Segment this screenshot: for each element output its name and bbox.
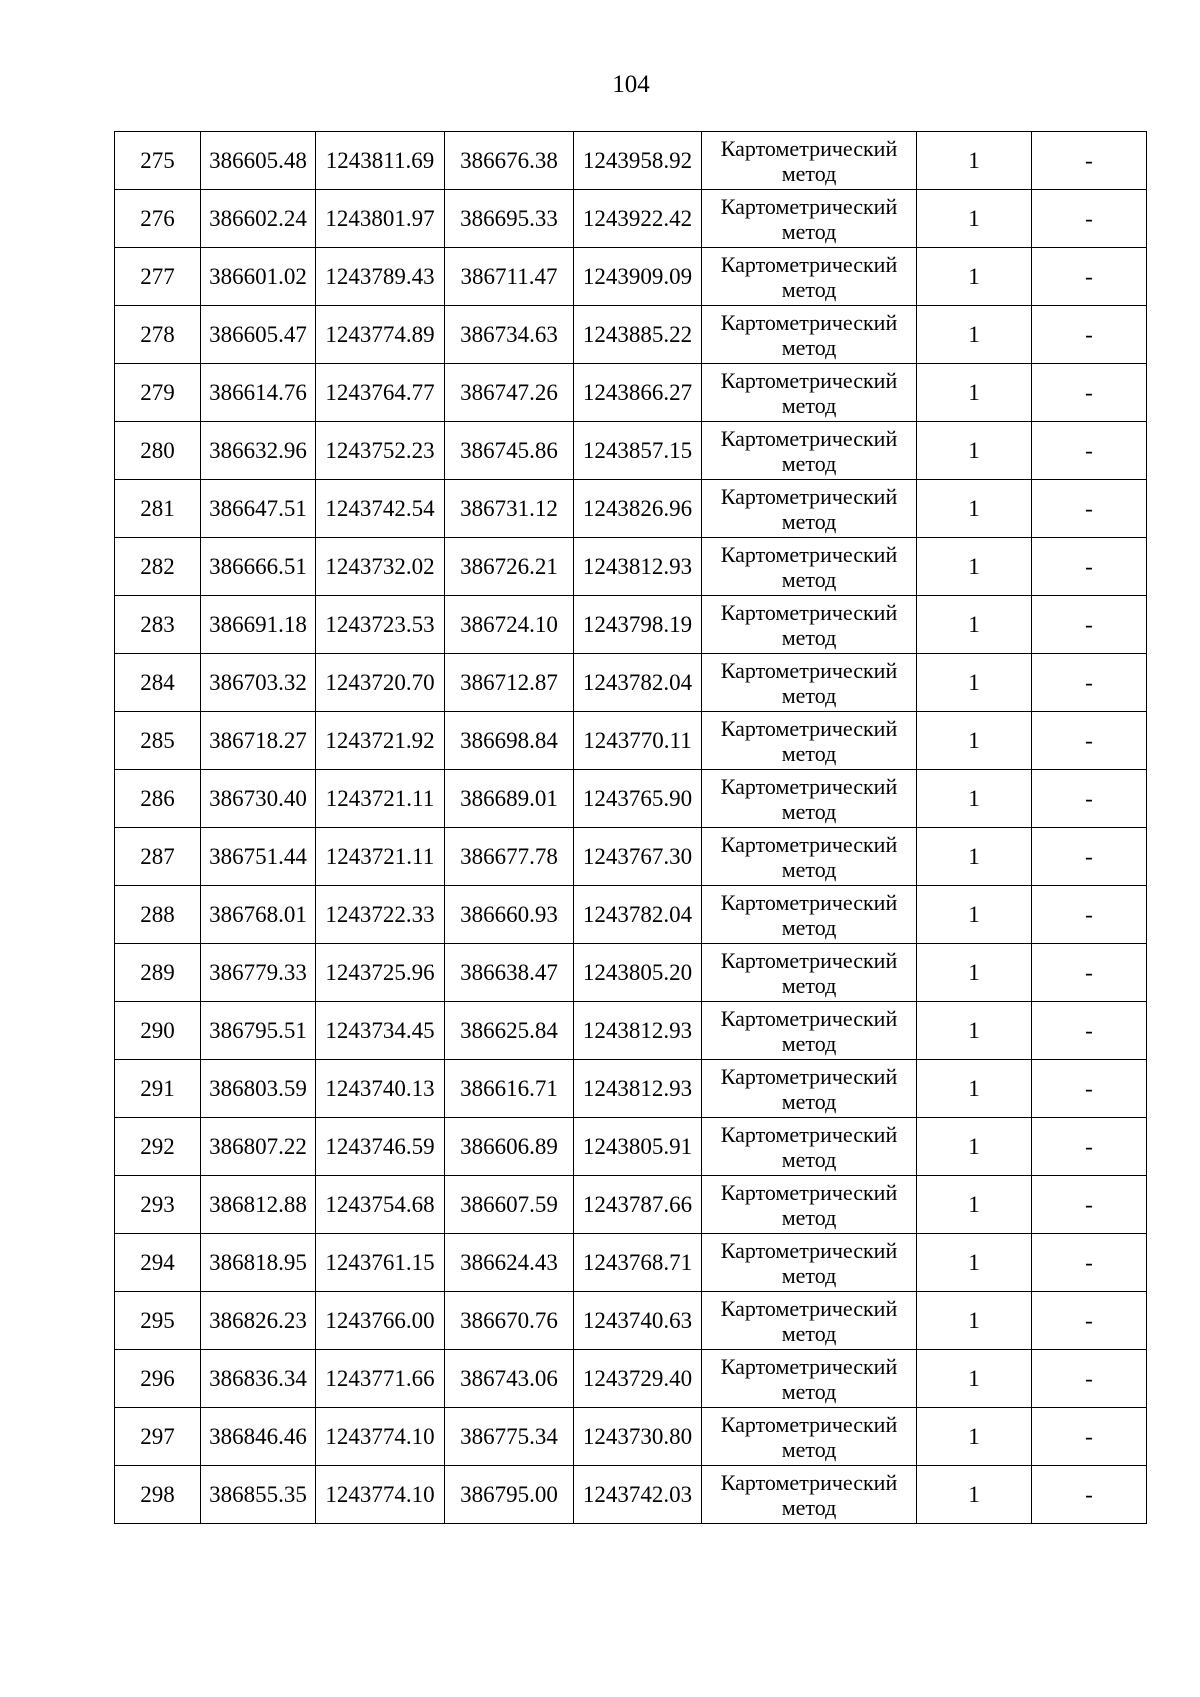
note-cell: - [1032, 1118, 1147, 1176]
note-cell: - [1032, 1408, 1147, 1466]
method-cell [702, 770, 917, 828]
method-line-2: метод [781, 1262, 837, 1288]
y2-cell: 1243730.80 [574, 1408, 702, 1466]
note-cell: - [1032, 306, 1147, 364]
x1-cell: 386602.24 [201, 190, 316, 248]
method-cell [702, 596, 917, 654]
table-row [115, 712, 1147, 770]
x2-cell: 386712.87 [445, 654, 574, 712]
value-cell: 1 [917, 770, 1032, 828]
method-line-2: метод [781, 624, 837, 650]
point-number-cell: 281 [115, 480, 201, 538]
value-cell: 1 [917, 364, 1032, 422]
point-number-cell: 284 [115, 654, 201, 712]
point-number-cell: 296 [115, 1350, 201, 1408]
y1-cell: 1243789.43 [316, 248, 445, 306]
value-cell: 1 [917, 1350, 1032, 1408]
y2-cell: 1243782.04 [574, 886, 702, 944]
x2-cell: 386677.78 [445, 828, 574, 886]
x2-cell: 386745.86 [445, 422, 574, 480]
method-cell [702, 422, 917, 480]
note-cell: - [1032, 538, 1147, 596]
y2-cell: 1243805.91 [574, 1118, 702, 1176]
x1-cell: 386666.51 [201, 538, 316, 596]
page-number: 104 [612, 71, 650, 98]
point-number-cell: 276 [115, 190, 201, 248]
x1-cell: 386730.40 [201, 770, 316, 828]
method-line-1: Картометрический [720, 1121, 898, 1147]
method-line-1: Картометрический [720, 1063, 898, 1089]
y1-cell: 1243764.77 [316, 364, 445, 422]
method-cell [702, 538, 917, 596]
value-cell: 1 [917, 1176, 1032, 1234]
y1-cell: 1243732.02 [316, 538, 445, 596]
x1-cell: 386718.27 [201, 712, 316, 770]
table-row [115, 654, 1147, 712]
method-cell [702, 1002, 917, 1060]
method-line-2: метод [781, 566, 837, 592]
method-line-1: Картометрический [720, 1237, 898, 1263]
table-row [115, 306, 1147, 364]
point-number-cell: 285 [115, 712, 201, 770]
table-row [115, 770, 1147, 828]
method-cell [702, 1060, 917, 1118]
point-number-cell: 290 [115, 1002, 201, 1060]
point-number-cell: 286 [115, 770, 201, 828]
point-number-cell: 283 [115, 596, 201, 654]
note-cell: - [1032, 248, 1147, 306]
x2-cell: 386670.76 [445, 1292, 574, 1350]
y1-cell: 1243742.54 [316, 480, 445, 538]
value-cell: 1 [917, 1060, 1032, 1118]
point-number-cell: 292 [115, 1118, 201, 1176]
x1-cell: 386647.51 [201, 480, 316, 538]
method-line-2: метод [781, 1494, 837, 1520]
coordinates-table [114, 131, 1147, 1524]
point-number-cell: 291 [115, 1060, 201, 1118]
method-line-2: метод [781, 508, 837, 534]
table-row [115, 1350, 1147, 1408]
method-cell [702, 306, 917, 364]
x1-cell: 386803.59 [201, 1060, 316, 1118]
method-line-1: Картометрический [720, 889, 898, 915]
method-cell [702, 132, 917, 190]
value-cell: 1 [917, 712, 1032, 770]
table-row [115, 480, 1147, 538]
value-cell: 1 [917, 828, 1032, 886]
note-cell: - [1032, 1466, 1147, 1524]
method-cell [702, 1292, 917, 1350]
note-cell: - [1032, 132, 1147, 190]
x1-cell: 386836.34 [201, 1350, 316, 1408]
y1-cell: 1243766.00 [316, 1292, 445, 1350]
x2-cell: 386676.38 [445, 132, 574, 190]
x1-cell: 386605.48 [201, 132, 316, 190]
y2-cell: 1243857.15 [574, 422, 702, 480]
x2-cell: 386689.01 [445, 770, 574, 828]
table-row [115, 886, 1147, 944]
x1-cell: 386855.35 [201, 1466, 316, 1524]
method-cell [702, 1234, 917, 1292]
method-line-1: Картометрический [720, 251, 898, 277]
value-cell: 1 [917, 190, 1032, 248]
x2-cell: 386734.63 [445, 306, 574, 364]
table-row [115, 364, 1147, 422]
method-cell [702, 886, 917, 944]
table-row [115, 1176, 1147, 1234]
y1-cell: 1243754.68 [316, 1176, 445, 1234]
method-cell [702, 480, 917, 538]
x2-cell: 386711.47 [445, 248, 574, 306]
note-cell: - [1032, 1234, 1147, 1292]
note-cell: - [1032, 1060, 1147, 1118]
note-cell: - [1032, 654, 1147, 712]
y1-cell: 1243721.11 [316, 770, 445, 828]
y2-cell: 1243787.66 [574, 1176, 702, 1234]
x1-cell: 386826.23 [201, 1292, 316, 1350]
method-line-2: метод [781, 1146, 837, 1172]
method-cell [702, 828, 917, 886]
method-line-2: метод [781, 218, 837, 244]
value-cell: 1 [917, 944, 1032, 1002]
value-cell: 1 [917, 248, 1032, 306]
y1-cell: 1243721.92 [316, 712, 445, 770]
method-line-1: Картометрический [720, 541, 898, 567]
method-line-2: метод [781, 1030, 837, 1056]
note-cell: - [1032, 770, 1147, 828]
method-cell [702, 364, 917, 422]
y2-cell: 1243922.42 [574, 190, 702, 248]
point-number-cell: 298 [115, 1466, 201, 1524]
note-cell: - [1032, 422, 1147, 480]
table-row [115, 248, 1147, 306]
y2-cell: 1243729.40 [574, 1350, 702, 1408]
x1-cell: 386812.88 [201, 1176, 316, 1234]
method-line-1: Картометрический [720, 1353, 898, 1379]
x2-cell: 386695.33 [445, 190, 574, 248]
method-cell [702, 1350, 917, 1408]
method-line-1: Картометрический [720, 1295, 898, 1321]
method-line-2: метод [781, 1088, 837, 1114]
x2-cell: 386795.00 [445, 1466, 574, 1524]
method-line-2: метод [781, 972, 837, 998]
x2-cell: 386731.12 [445, 480, 574, 538]
method-line-2: метод [781, 914, 837, 940]
table-row [115, 1292, 1147, 1350]
method-cell [702, 1408, 917, 1466]
x1-cell: 386818.95 [201, 1234, 316, 1292]
point-number-cell: 288 [115, 886, 201, 944]
x1-cell: 386779.33 [201, 944, 316, 1002]
y1-cell: 1243720.70 [316, 654, 445, 712]
value-cell: 1 [917, 1118, 1032, 1176]
method-line-2: метод [781, 682, 837, 708]
y1-cell: 1243722.33 [316, 886, 445, 944]
value-cell: 1 [917, 596, 1032, 654]
table-row [115, 1408, 1147, 1466]
note-cell: - [1032, 596, 1147, 654]
y2-cell: 1243767.30 [574, 828, 702, 886]
method-cell [702, 1466, 917, 1524]
point-number-cell: 279 [115, 364, 201, 422]
note-cell: - [1032, 1292, 1147, 1350]
y1-cell: 1243801.97 [316, 190, 445, 248]
method-line-1: Картометрический [720, 1469, 898, 1495]
method-line-1: Картометрический [720, 947, 898, 973]
table-row [115, 1002, 1147, 1060]
method-line-1: Картометрический [720, 425, 898, 451]
x1-cell: 386751.44 [201, 828, 316, 886]
y1-cell: 1243746.59 [316, 1118, 445, 1176]
value-cell: 1 [917, 538, 1032, 596]
method-line-2: метод [781, 1320, 837, 1346]
method-line-1: Картометрический [720, 1179, 898, 1205]
y2-cell: 1243765.90 [574, 770, 702, 828]
y2-cell: 1243782.04 [574, 654, 702, 712]
table-row [115, 1234, 1147, 1292]
method-line-1: Картометрический [720, 367, 898, 393]
y1-cell: 1243774.89 [316, 306, 445, 364]
method-cell [702, 654, 917, 712]
method-cell [702, 1176, 917, 1234]
y2-cell: 1243909.09 [574, 248, 702, 306]
point-number-cell: 294 [115, 1234, 201, 1292]
value-cell: 1 [917, 306, 1032, 364]
x1-cell: 386807.22 [201, 1118, 316, 1176]
table-row [115, 422, 1147, 480]
value-cell: 1 [917, 886, 1032, 944]
note-cell: - [1032, 190, 1147, 248]
method-line-1: Картометрический [720, 193, 898, 219]
y1-cell: 1243811.69 [316, 132, 445, 190]
x2-cell: 386743.06 [445, 1350, 574, 1408]
table-row [115, 596, 1147, 654]
y2-cell: 1243866.27 [574, 364, 702, 422]
x1-cell: 386632.96 [201, 422, 316, 480]
note-cell: - [1032, 944, 1147, 1002]
y1-cell: 1243723.53 [316, 596, 445, 654]
table-row [115, 1060, 1147, 1118]
y2-cell: 1243742.03 [574, 1466, 702, 1524]
table-row [115, 132, 1147, 190]
method-line-2: метод [781, 160, 837, 186]
point-number-cell: 278 [115, 306, 201, 364]
value-cell: 1 [917, 1466, 1032, 1524]
y2-cell: 1243826.96 [574, 480, 702, 538]
table-row [115, 944, 1147, 1002]
note-cell: - [1032, 480, 1147, 538]
point-number-cell: 282 [115, 538, 201, 596]
x1-cell: 386614.76 [201, 364, 316, 422]
method-line-2: метод [781, 740, 837, 766]
method-cell [702, 248, 917, 306]
method-line-2: метод [781, 276, 837, 302]
y2-cell: 1243768.71 [574, 1234, 702, 1292]
method-line-1: Картометрический [720, 715, 898, 741]
y2-cell: 1243812.93 [574, 1060, 702, 1118]
y2-cell: 1243958.92 [574, 132, 702, 190]
y1-cell: 1243734.45 [316, 1002, 445, 1060]
method-cell [702, 944, 917, 1002]
method-line-1: Картометрический [720, 773, 898, 799]
x2-cell: 386726.21 [445, 538, 574, 596]
y2-cell: 1243798.19 [574, 596, 702, 654]
method-line-2: метод [781, 856, 837, 882]
y1-cell: 1243721.11 [316, 828, 445, 886]
method-line-2: метод [781, 1436, 837, 1462]
x1-cell: 386605.47 [201, 306, 316, 364]
y2-cell: 1243812.93 [574, 538, 702, 596]
method-line-2: метод [781, 334, 837, 360]
y1-cell: 1243761.15 [316, 1234, 445, 1292]
y1-cell: 1243774.10 [316, 1408, 445, 1466]
x1-cell: 386768.01 [201, 886, 316, 944]
method-line-2: метод [781, 1378, 837, 1404]
method-line-1: Картометрический [720, 483, 898, 509]
x2-cell: 386747.26 [445, 364, 574, 422]
point-number-cell: 275 [115, 132, 201, 190]
x2-cell: 386607.59 [445, 1176, 574, 1234]
value-cell: 1 [917, 480, 1032, 538]
note-cell: - [1032, 886, 1147, 944]
x2-cell: 386638.47 [445, 944, 574, 1002]
point-number-cell: 280 [115, 422, 201, 480]
table-row [115, 538, 1147, 596]
method-line-1: Картометрический [720, 657, 898, 683]
x2-cell: 386775.34 [445, 1408, 574, 1466]
method-line-1: Картометрический [720, 831, 898, 857]
method-cell [702, 190, 917, 248]
x1-cell: 386601.02 [201, 248, 316, 306]
x2-cell: 386616.71 [445, 1060, 574, 1118]
method-line-2: метод [781, 392, 837, 418]
point-number-cell: 289 [115, 944, 201, 1002]
coordinates-table-body [115, 132, 1147, 1524]
y1-cell: 1243752.23 [316, 422, 445, 480]
table-row [115, 1118, 1147, 1176]
method-line-1: Картометрический [720, 599, 898, 625]
method-cell [702, 712, 917, 770]
note-cell: - [1032, 1176, 1147, 1234]
x2-cell: 386698.84 [445, 712, 574, 770]
y2-cell: 1243805.20 [574, 944, 702, 1002]
y1-cell: 1243725.96 [316, 944, 445, 1002]
x1-cell: 386691.18 [201, 596, 316, 654]
table-row [115, 1466, 1147, 1524]
x2-cell: 386606.89 [445, 1118, 574, 1176]
note-cell: - [1032, 1002, 1147, 1060]
y1-cell: 1243740.13 [316, 1060, 445, 1118]
method-line-2: метод [781, 1204, 837, 1230]
x1-cell: 386795.51 [201, 1002, 316, 1060]
point-number-cell: 297 [115, 1408, 201, 1466]
value-cell: 1 [917, 1408, 1032, 1466]
note-cell: - [1032, 828, 1147, 886]
method-line-1: Картометрический [720, 309, 898, 335]
method-line-2: метод [781, 450, 837, 476]
note-cell: - [1032, 1350, 1147, 1408]
note-cell: - [1032, 712, 1147, 770]
table-row [115, 828, 1147, 886]
method-line-2: метод [781, 798, 837, 824]
x1-cell: 386846.46 [201, 1408, 316, 1466]
value-cell: 1 [917, 422, 1032, 480]
point-number-cell: 277 [115, 248, 201, 306]
x2-cell: 386724.10 [445, 596, 574, 654]
method-cell [702, 1118, 917, 1176]
y1-cell: 1243771.66 [316, 1350, 445, 1408]
value-cell: 1 [917, 132, 1032, 190]
value-cell: 1 [917, 1292, 1032, 1350]
table-row [115, 190, 1147, 248]
method-line-1: Картометрический [720, 135, 898, 161]
value-cell: 1 [917, 1234, 1032, 1292]
method-line-1: Картометрический [720, 1411, 898, 1437]
point-number-cell: 295 [115, 1292, 201, 1350]
y2-cell: 1243812.93 [574, 1002, 702, 1060]
note-cell: - [1032, 364, 1147, 422]
value-cell: 1 [917, 654, 1032, 712]
point-number-cell: 293 [115, 1176, 201, 1234]
x1-cell: 386703.32 [201, 654, 316, 712]
y2-cell: 1243770.11 [574, 712, 702, 770]
y1-cell: 1243774.10 [316, 1466, 445, 1524]
value-cell: 1 [917, 1002, 1032, 1060]
point-number-cell: 287 [115, 828, 201, 886]
method-line-1: Картометрический [720, 1005, 898, 1031]
y2-cell: 1243740.63 [574, 1292, 702, 1350]
y2-cell: 1243885.22 [574, 306, 702, 364]
x2-cell: 386624.43 [445, 1234, 574, 1292]
x2-cell: 386625.84 [445, 1002, 574, 1060]
x2-cell: 386660.93 [445, 886, 574, 944]
